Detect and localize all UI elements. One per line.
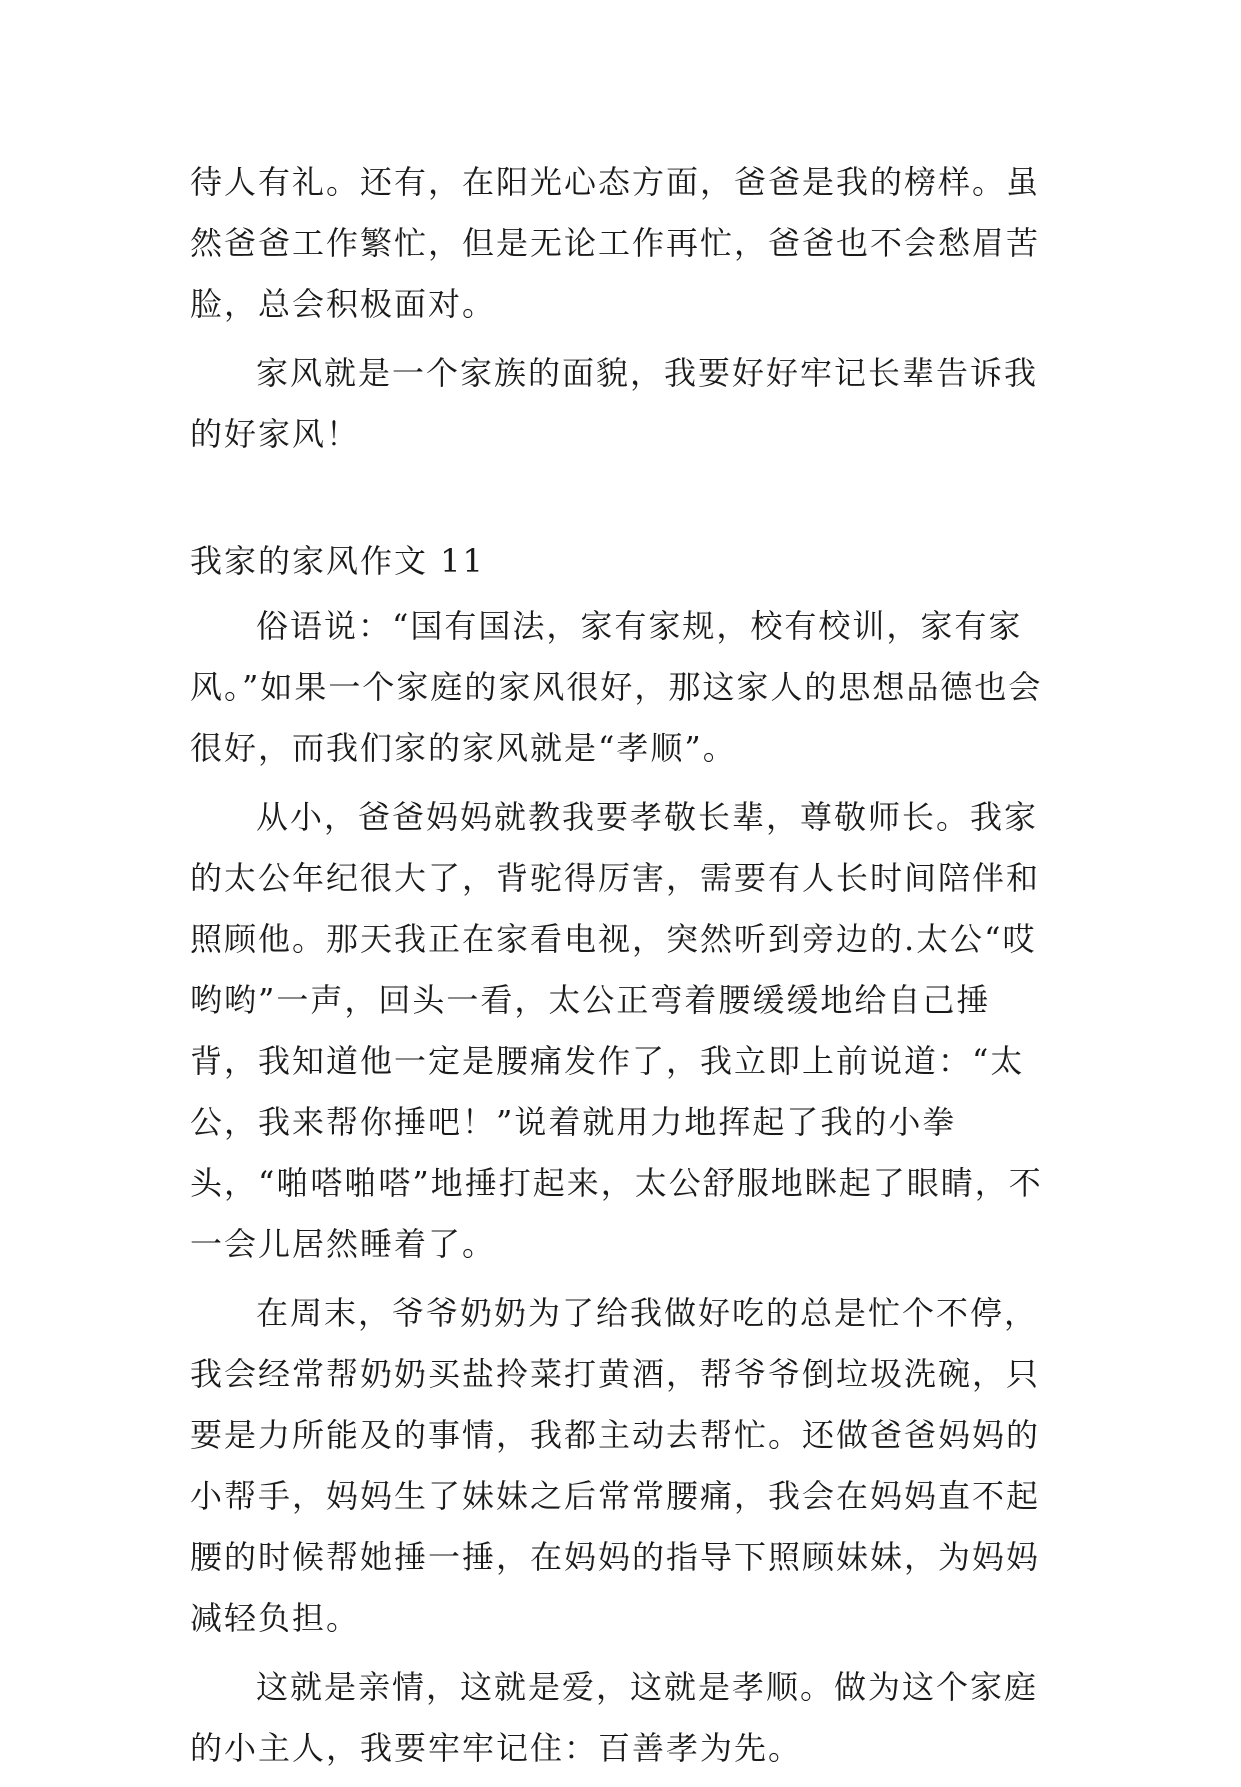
paragraph-weekend: 在周末，爷爷奶奶为了给我做好吃的总是忙个不停，我会经常帮奶奶买盐拎菜打黄酒，帮爷爷倒垃圾洗碗，只要是力所能及的事情，我都主动去帮忙。还做爸爸妈妈的小帮手，妈妈生了妹妹之后常常腰痛，我会在妈妈直不起腰的时候帮她捶一捶，在妈妈的指导下照顾妹妹，为妈妈减轻负担。 bbox=[190, 1294, 1041, 1637]
paragraph-story: 从小，爸爸妈妈就教我要孝敬长辈，尊敬师长。我家的太公年纪很大了，背驼得厉害，需要有人长时间陪伴和照顾他。那天我正在家看电视，突然听到旁边的.太公“哎哟哟”一声，回头一看，太公正弯着腰缓缓地给自己捶背，我知道他一定是腰痛发作了，我立即上前说道：“太公，我来帮你捶吧！”说着就用力地挥起了我的小拳头，“啪嗒啪嗒”地捶打起来，太公舒服地眯起了眼睛，不一会儿居然睡着了。 bbox=[190, 798, 1043, 1263]
paragraph-ending: 这就是亲情，这就是爱，这就是孝顺。做为这个家庭的小主人，我要牢牢记住：百善孝为先。 bbox=[190, 1668, 1039, 1767]
paragraph-continuation: 待人有礼。还有，在阳光心态方面，爸爸是我的榜样。虽然爸爸工作繁忙，但是无论工作再忙，爸爸也不会愁眉苦脸，总会积极面对。 bbox=[190, 163, 1041, 323]
paragraph-conclusion: 家风就是一个家族的面貌，我要好好牢记长辈告诉我的好家风！ bbox=[190, 354, 1039, 453]
section-title: 我家的家风作文 11 bbox=[190, 542, 485, 580]
document-body bbox=[190, 152, 1050, 1787]
paragraph-intro: 俗语说：“国有国法，家有家规，校有校训，家有家风。”如果一个家庭的家风很好，那这家人的思想品德也会很好，而我们家的家风就是“孝顺”。 bbox=[190, 607, 1043, 767]
